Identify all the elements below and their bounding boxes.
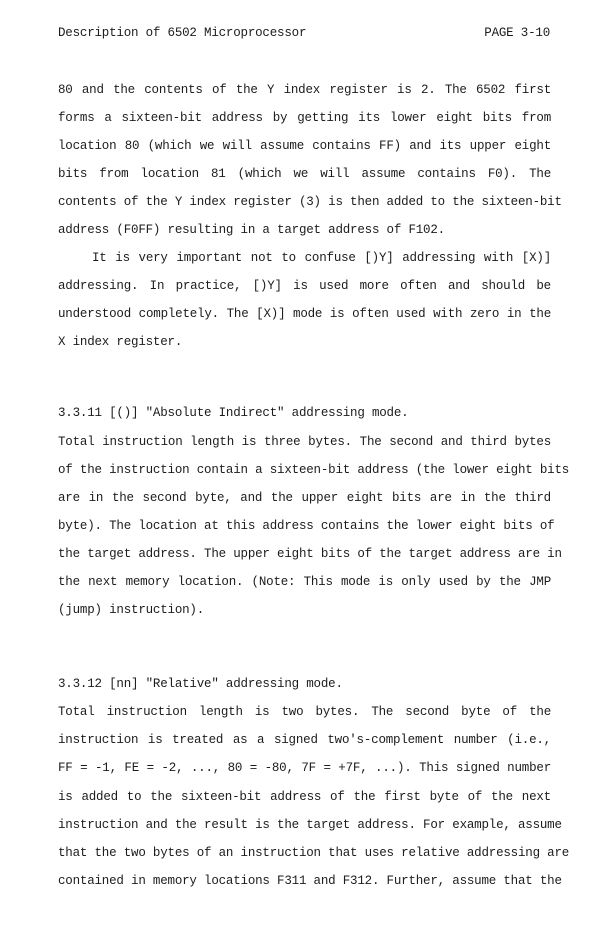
body-line: instruction is treated as a signed two's-complement number (i.e.,	[58, 733, 551, 747]
body-line: understood completely. The [X)] mode is often used with zero in the	[58, 307, 551, 321]
body-line: instruction and the result is the target address. For example, assume	[58, 818, 562, 832]
section-heading-3-3-11: 3.3.11 [()] "Absolute Indirect" addressing mode.	[58, 406, 409, 420]
body-line: X index register.	[58, 335, 183, 349]
body-line: that the two bytes of an instruction that uses relative addressing are	[58, 846, 570, 860]
body-line: (jump) instruction).	[58, 603, 205, 617]
body-line: It is very important not to confuse [)Y] addressing with [X)]	[92, 251, 551, 265]
section-heading-3-3-12: 3.3.12 [nn] "Relative" addressing mode.	[58, 677, 343, 691]
body-line: contained in memory locations F311 and F312. Further, assume that the	[58, 874, 562, 888]
body-line: Total instruction length is two bytes. The second byte of the	[58, 705, 551, 719]
body-line: contents of the Y index register (3) is then added to the sixteen-bit	[58, 195, 562, 209]
body-line: bits from location 81 (which we will assume contains F0). The	[58, 167, 551, 181]
document-title: Description of 6502 Microprocessor	[58, 26, 307, 40]
body-line: FF = -1, FE = -2, ..., 80 = -80, 7F = +7F, ...). This signed number	[58, 761, 551, 775]
body-line: the next memory location. (Note: This mode is only used by the JMP	[58, 575, 551, 589]
body-line: of the instruction contain a sixteen-bit address (the lower eight bits	[58, 463, 570, 477]
page-number: PAGE 3-10	[484, 26, 550, 40]
body-line: are in the second byte, and the upper eight bits are in the third	[58, 491, 551, 505]
body-line: forms a sixteen-bit address by getting its lower eight bits from	[58, 111, 551, 125]
body-line: address (F0FF) resulting in a target address of F102.	[58, 223, 445, 237]
body-line: the target address. The upper eight bits of the target address are in	[58, 547, 562, 561]
body-line: addressing. In practice, [)Y] is used more often and should be	[58, 279, 551, 293]
body-line: is added to the sixteen-bit address of the first byte of the next	[58, 790, 551, 804]
body-line: Total instruction length is three bytes. The second and third bytes	[58, 435, 551, 449]
body-line: 80 and the contents of the Y index register is 2. The 6502 first	[58, 83, 551, 97]
page-header	[58, 26, 550, 44]
body-line: byte). The location at this address contains the lower eight bits of	[58, 519, 555, 533]
body-line: location 80 (which we will assume contains FF) and its upper eight	[58, 139, 551, 153]
